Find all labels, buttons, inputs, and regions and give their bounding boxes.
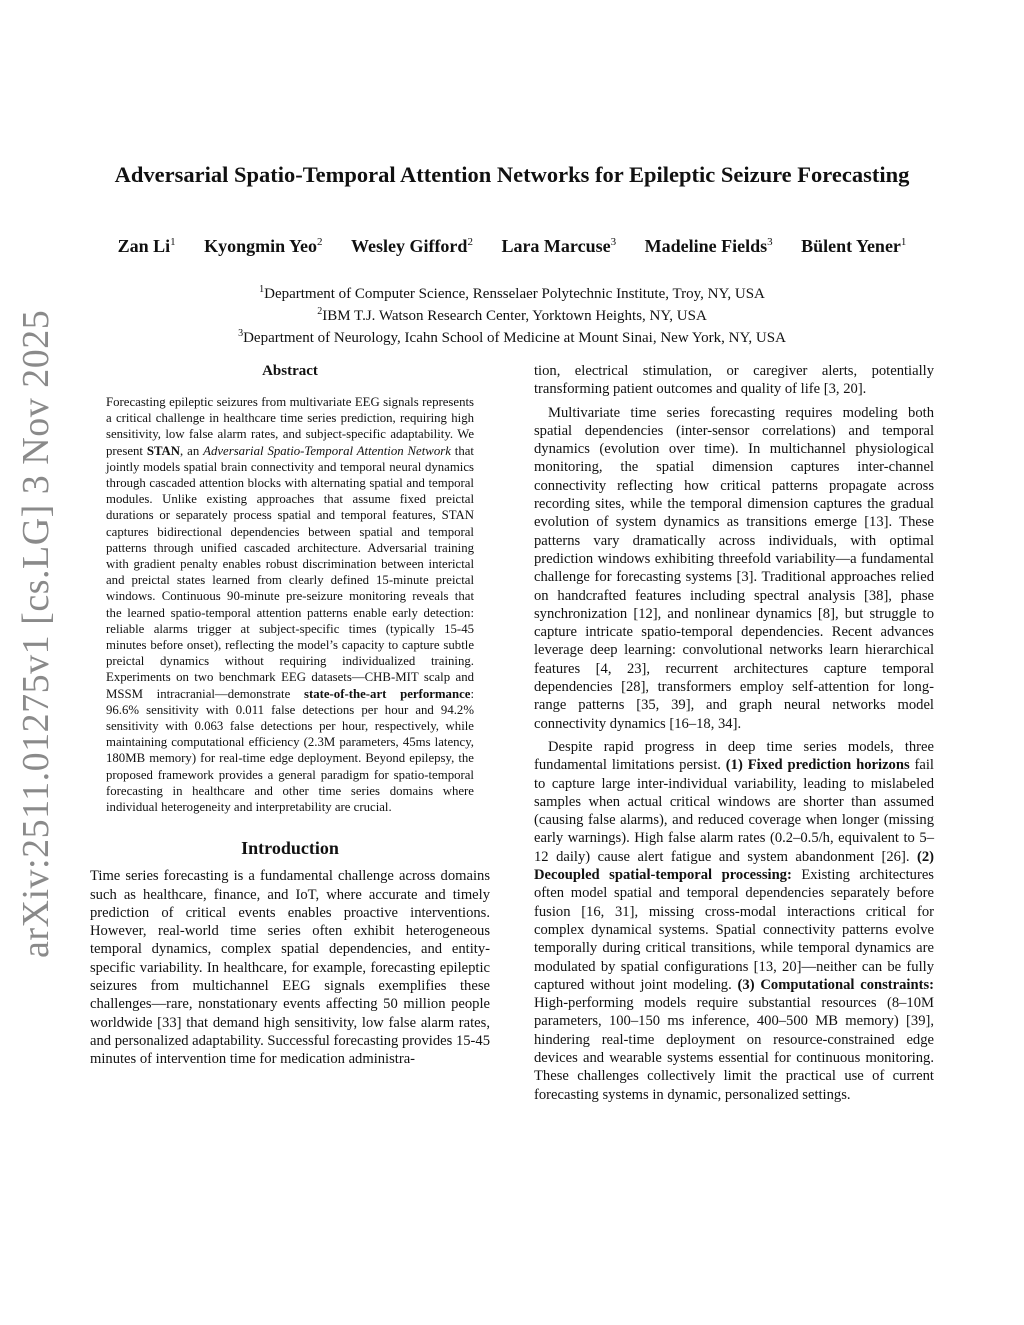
affiliation <box>100 281 924 303</box>
intro-text: fail to capture large inter-individual variability, leading to mislabeled samples when actual critical windows are shorter than assumed (causing false alarms), and reduced coverage when longer (missing early warnings). High false alarm rates (0.2–0.5/h, equivalent to 5–12 daily) cause alert fatigue and system abandonment [26]. <box>534 757 934 865</box>
intro-text: High-performing models require substantial resources (8–10M parameters, 100–150 ms inference, 400–500 MB memory) [39], hindering real-time deployment on resource-constrained edge devices and wearable systems essential for continuous monitoring. These challenges collectively limit the practical use of current forecasting systems in dynamic, personalized settings. <box>534 995 934 1103</box>
abstract-bold-term: state-of-the-art performance <box>303 686 471 701</box>
author <box>501 236 616 256</box>
author <box>204 236 322 256</box>
affiliation-list <box>100 281 924 347</box>
affiliation-text: IBM T.J. Watson Research Center, Yorktown Heights, NY, USA <box>322 308 707 324</box>
affiliation-text: Department of Neurology, Icahn School of Medicine at Mount Sinai, New York, NY, USA <box>243 330 786 346</box>
author-name: Wesley Gifford <box>350 236 468 256</box>
introduction-heading: Introduction <box>241 838 339 859</box>
author-name: Zan Li <box>117 236 171 256</box>
intro-paragraph <box>534 738 934 1104</box>
author-affiliation-mark: 3 <box>767 236 773 248</box>
author-name: Kyongmin Yeo <box>204 236 317 256</box>
limitation-label: (1) Fixed prediction horizons <box>725 757 910 774</box>
author-affiliation-mark: 1 <box>170 236 176 248</box>
author-affiliation-mark: 1 <box>900 236 907 248</box>
author <box>351 236 473 256</box>
abstract-body <box>106 394 474 815</box>
author-affiliation-mark: 2 <box>316 236 323 248</box>
abstract-text: , an <box>180 443 204 458</box>
affiliation-text: Department of Computer Science, Rensselaer Polytechnic Institute, Troy, NY, USA <box>264 286 765 302</box>
left-column <box>90 362 490 1069</box>
intro-paragraph: Multivariate time series forecasting requires modeling both spatial dependencies (inter-sensor correlations) and temporal dynamics (evolution over time). In multichannel physiological monitoring, the spatial dimension captures inter-channel connectivity reflecting how critical patterns propagate across recording sites, while the temporal dimension captures the gradual evolution of system dynamics as transitions emerge [13]. These patterns vary dramatically across individuals, with optimal prediction windows exhibiting threefold variability—a fundamental challenge for forecasting systems [3]. Traditional approaches relied on handcrafted features including spectral analysis [38], phase synchronization [12], and nonlinear dynamics [8], but struggle to capture intricate spatio-temporal dependencies. Recent advances leverage deep learning: convolutional networks learn hierarchical features [4, 23], recurrent architectures capture temporal dependencies [28], transformers employ self-attention for long-range patterns [35, 39], and graph neural networks model connectivity dynamics [16–18, 34]. <box>534 404 934 732</box>
limitation-label: (3) Computational constraints: <box>737 976 934 993</box>
affiliation-mark: 1 <box>259 284 265 295</box>
limitation-label: (2) Decoupled spatial-temporal processing: <box>534 848 934 884</box>
abstract-heading: Abstract <box>262 363 318 379</box>
paper-title: Adversarial Spatio-Temporal Attention Networks for Epileptic Seizure Forecasting <box>114 162 910 187</box>
intro-text: Existing architectures often model spatial and temporal dependencies separately before fusion [16, 31], missing cross-modal interactions critical for complex dynamical systems. Spatial connectivity patterns evolve temporally during critical transitions, while temporal dynamics are modulated by spatial configurations [13, 20]—neither can be fully captured without joint modeling. <box>534 867 934 993</box>
author-name: Lara Marcuse <box>501 236 611 256</box>
author <box>801 236 906 256</box>
author <box>118 236 176 256</box>
abstract-italic-term: Adversarial Spatio-Temporal Attention Network <box>203 443 451 458</box>
right-column <box>534 362 934 1104</box>
arxiv-identifier[interactable]: arXiv:2511.01275v1 [cs.LG] 3 Nov 2025 <box>15 309 57 958</box>
author-name: Bülent Yener <box>801 236 901 256</box>
abstract-text: that jointly models spatial brain connectivity and temporal neural dynamics through cascaded attention blocks with alternating spatial and temporal modules. Unlike existing approaches that assume fixed preictal durations or separately process spatial and temporal features, STAN captures bidirectional dependencies between spatial and temporal patterns through unified cascaded architecture. Adversarial training with gradient penalty enables robust discrimination between interictal and preictal states learned from clearly defined 15-minute preictal windows. Continuous 90-minute pre-seizure monitoring reveals that the learned spatio-temporal attention patterns enable early detection: reliable alarms trigger at subject-specific times (typically 15-45 minutes before onset), reflecting the model’s capacity to capture subtle preictal dynamics without requiring individualized training. Experiments on two benchmark EEG datasets—CHB-MIT scalp and MSSM intracranial—demonstrate <box>106 443 474 701</box>
author-name: Madeline Fields <box>644 236 768 256</box>
abstract-text: Forecasting epileptic seizures from multivariate EEG signals represents a critical challenge in healthcare time series prediction, requiring high sensitivity, low false alarm rates, and subject-specific adaptability. We present <box>106 395 474 458</box>
author <box>645 236 773 256</box>
abstract-bold-term: STAN <box>146 443 181 458</box>
intro-text: Despite rapid progress in deep time series models, three fundamental limitations persist. <box>534 738 934 774</box>
author-affiliation-mark: 3 <box>610 236 617 248</box>
author-affiliation-mark: 2 <box>467 236 473 248</box>
intro-paragraph: Time series forecasting is a fundamental challenge across domains such as healthcare, finance, and IoT, where accurate and timely prediction of critical events enables proactive interventions. However, real-world time series often exhibit heterogeneous temporal dynamics, complex spatial dependencies, and entity-specific variability. In healthcare, for example, forecasting epileptic seizures from multichannel EEG signals exemplifies these challenges—rare, nonstationary events affecting 50 million people worldwide [33] that demand high sensitivity, low false alarm rates, and personalized adaptability. Successful forecasting provides 15-45 minutes of intervention time for medication administra- <box>90 868 490 1068</box>
abstract-text: : 96.6% sensitivity with 0.011 false detections per hour and 94.2% sensitivity with 0.063 false detections per hour, respectively, while maintaining computational efficiency (2.3M parameters, 45ms latency, 180MB memory) for real-time edge deployment. Beyond epilepsy, the proposed framework provides a general paradigm for spatio-temporal forecasting in healthcare and other time series domains where individual heterogeneity and interpretability are crucial. <box>106 686 474 815</box>
affiliation-mark: 2 <box>317 306 323 317</box>
affiliation <box>100 325 924 347</box>
intro-paragraph-continued: tion, electrical stimulation, or caregiver alerts, potentially transforming patient outcomes and quality of life [3, 20]. <box>534 363 934 398</box>
affiliation-mark: 3 <box>238 328 244 339</box>
affiliation <box>100 303 924 325</box>
author-list <box>100 230 924 258</box>
